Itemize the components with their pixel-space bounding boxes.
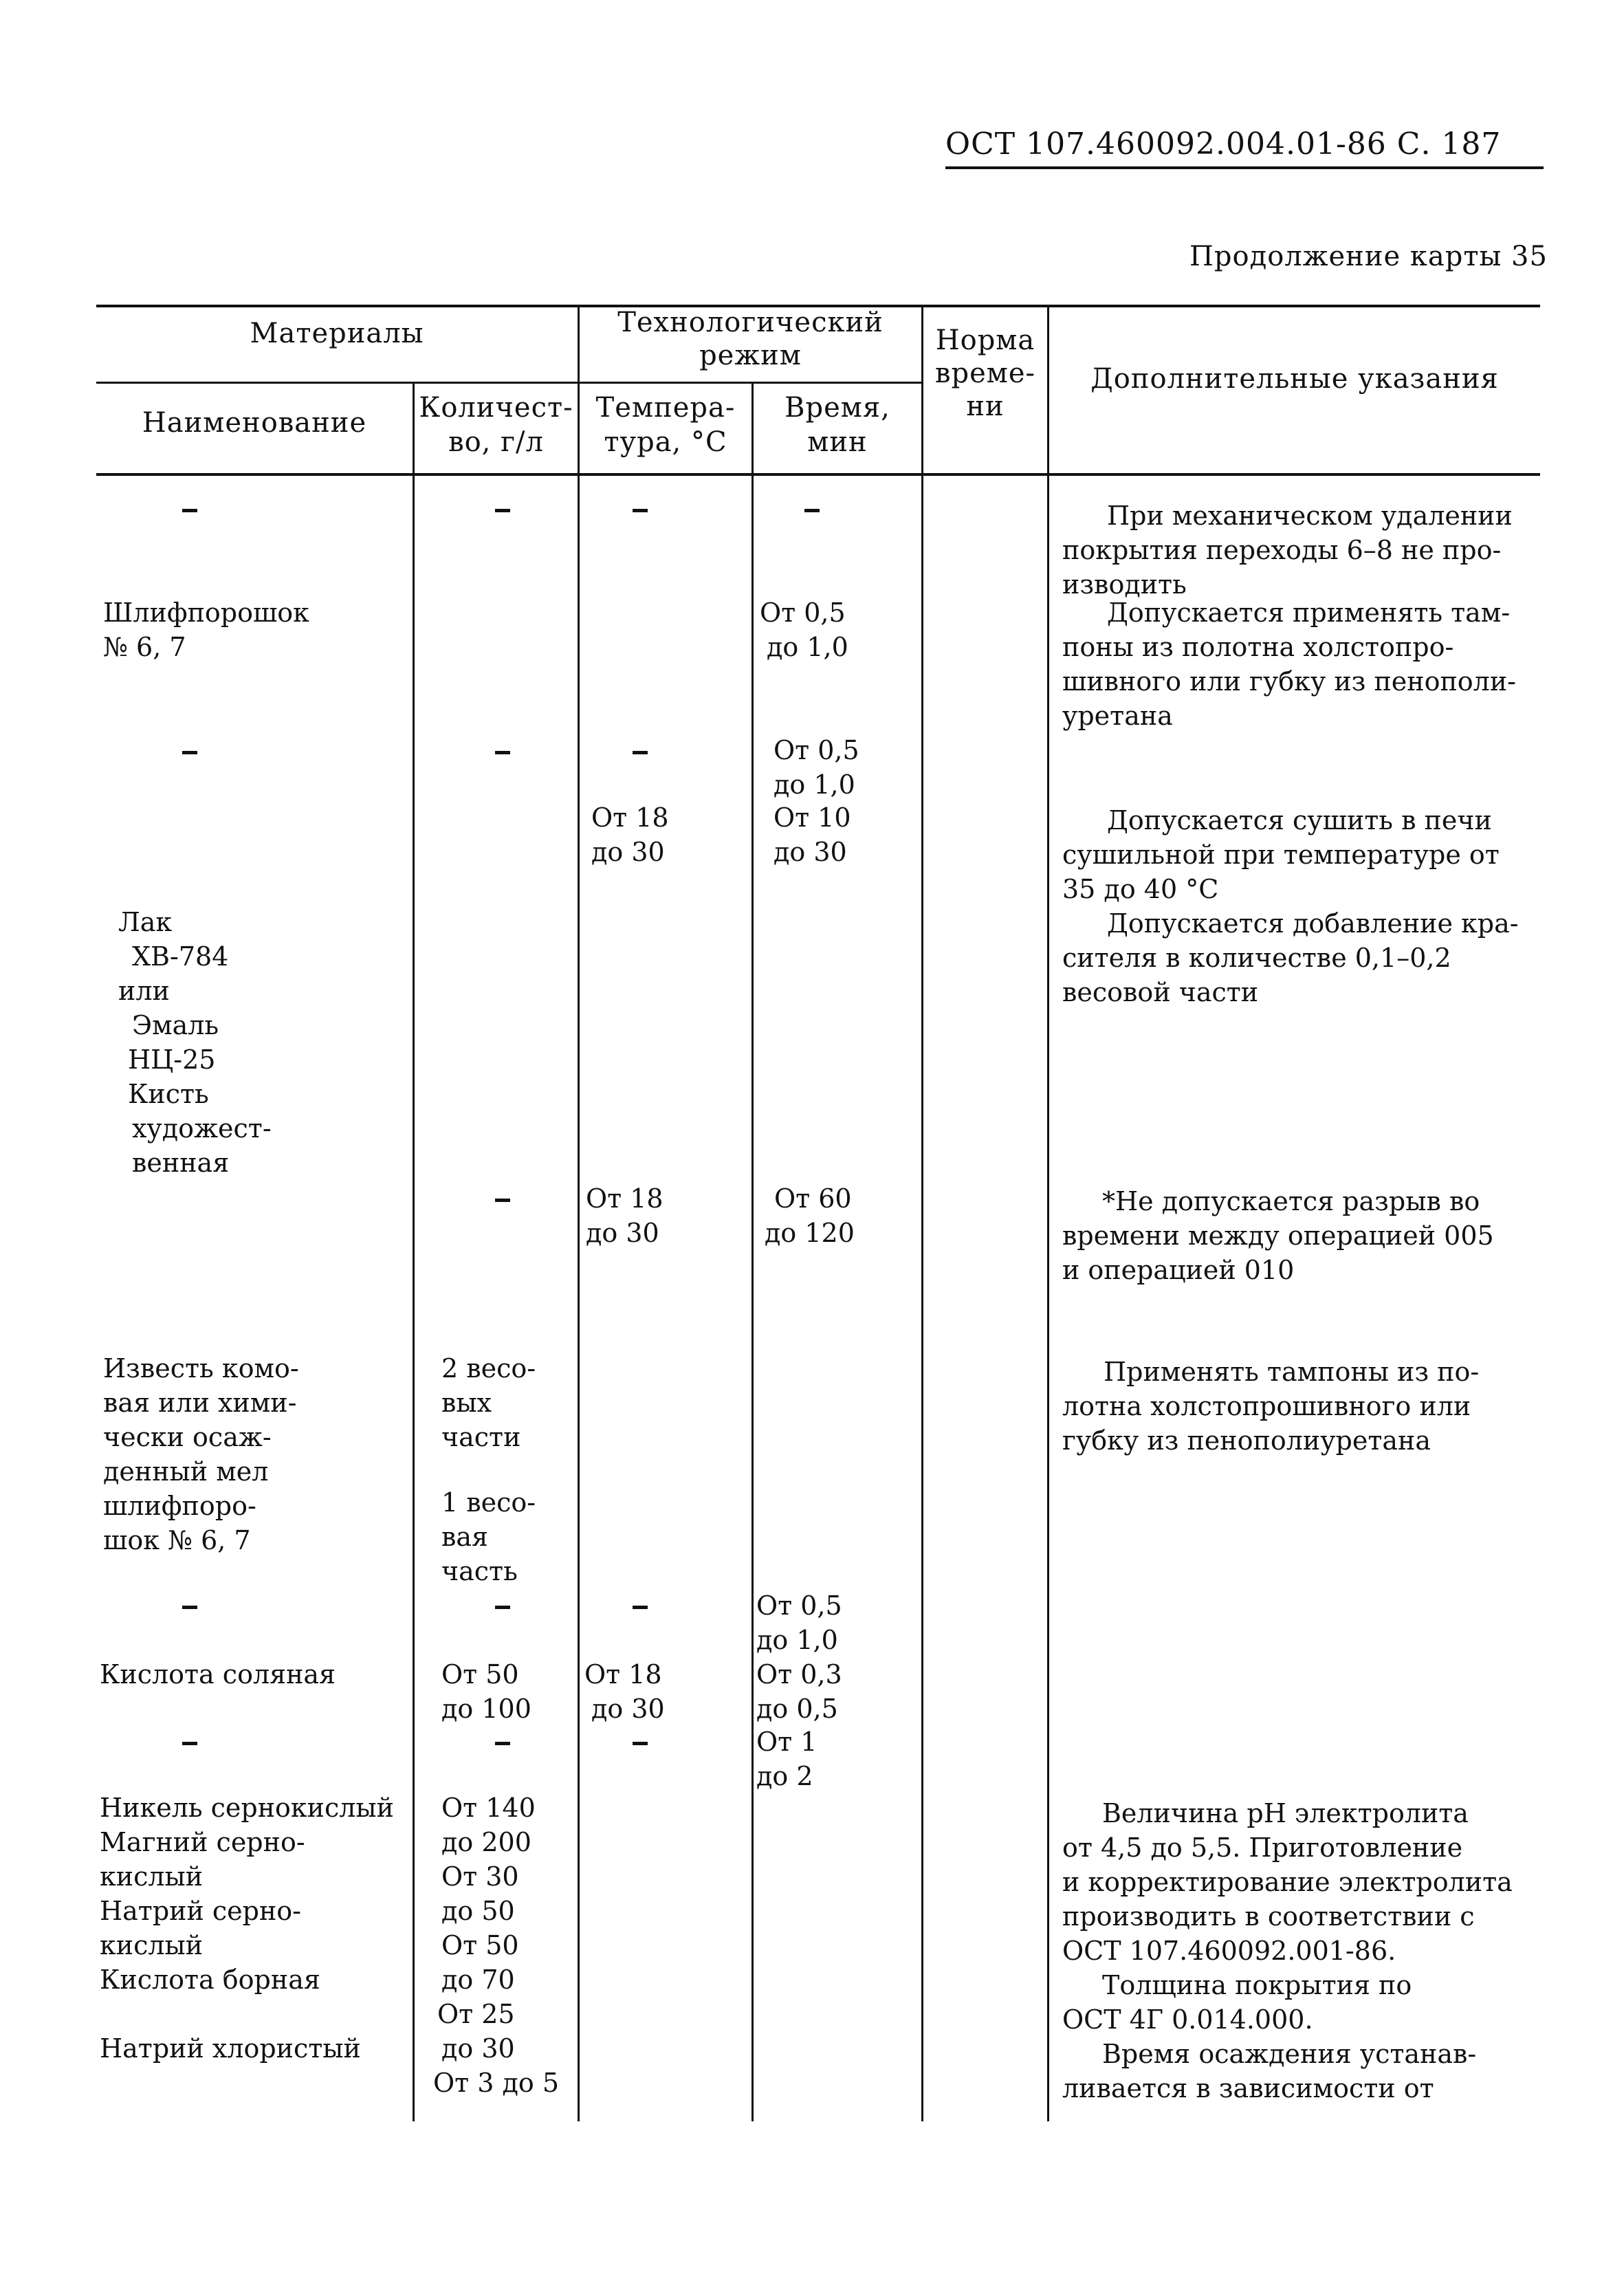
col-divider-qty: [413, 382, 415, 2121]
material-line: Кислота борная: [100, 1965, 320, 1995]
temp-row9: [584, 1657, 665, 1726]
material-line: кислый: [100, 1861, 204, 1892]
value-line: От 18: [591, 802, 669, 833]
material-line: Магний серно-: [100, 1827, 305, 1857]
material-line: № 6, 7: [103, 632, 186, 662]
material-line: шок № 6, 7: [103, 1525, 251, 1555]
value-line: От 50: [441, 1930, 519, 1960]
dash-mark: [804, 509, 820, 512]
dash-mark: [182, 1606, 197, 1609]
note-row4: [1062, 803, 1500, 906]
note-line: Допускается сушить в печи: [1107, 805, 1492, 835]
col-divider-norm: [921, 305, 923, 2121]
note-line: уретана: [1062, 701, 1173, 731]
note-line: ОСТ 107.460092.001-86.: [1062, 1936, 1396, 1966]
value-line: до 30: [591, 837, 665, 867]
note-line: 35 до 40 °С: [1062, 874, 1219, 904]
header-qty-line1: Количест-: [419, 392, 573, 424]
note-line: губку из пенополиуретана: [1062, 1425, 1431, 1456]
value-line: От 10: [773, 802, 851, 833]
value-line: до 1,0: [767, 632, 848, 662]
note-line: производить в соответствии с: [1062, 1901, 1475, 1932]
header-tech-mode-line1: Технологический: [617, 307, 884, 338]
note-line: *Не допускается разрыв во: [1102, 1186, 1480, 1216]
value-line: От 140: [441, 1793, 536, 1823]
note-line: изводить: [1062, 569, 1187, 600]
material-line: венная: [132, 1148, 230, 1178]
note-line: поны из полотна холстопро-: [1062, 632, 1454, 662]
material-line: или: [118, 976, 170, 1006]
header-notes: Дополнительные указания: [1090, 363, 1499, 395]
material-row7: [103, 1351, 299, 1557]
temp-row4: [591, 800, 669, 869]
material-line: Известь комо-: [103, 1353, 299, 1384]
document-code: ОСТ 107.460092.004.01-86 С. 187: [945, 127, 1502, 162]
header-materials: Материалы: [250, 318, 424, 349]
note-line: ливается в зависимости от: [1062, 2073, 1434, 2103]
header-temp-line1: Темпера-: [595, 392, 736, 424]
value-line: до 0,5: [756, 1694, 838, 1724]
material-line: Никель сернокислый: [100, 1793, 394, 1823]
material-line: Лак: [118, 907, 173, 937]
material-line: ХВ-784: [132, 941, 229, 972]
header-tech-mode-line2: режим: [699, 340, 802, 371]
note-line: от 4,5 до 5,5. Приготовление: [1062, 1833, 1463, 1863]
material-line: денный мел: [103, 1456, 269, 1487]
dash-mark: [633, 1742, 648, 1745]
dash-mark: [633, 1606, 648, 1609]
value-line: до 200: [441, 1827, 531, 1857]
value-line: до 120: [765, 1218, 855, 1248]
material-line: Эмаль: [132, 1010, 219, 1040]
material-line: Кисть: [128, 1079, 209, 1109]
value-line: От 0,3: [756, 1659, 842, 1690]
qty-row11: [433, 1791, 559, 2100]
header-norm-line1: Норма: [935, 325, 1035, 356]
note-line: При механическом удалении: [1107, 501, 1513, 531]
material-line: [100, 1997, 394, 2031]
value-line: От 30: [441, 1861, 519, 1892]
value-line: до 2: [756, 1761, 813, 1791]
time-row4: [773, 800, 851, 869]
value-line: до 1,0: [756, 1625, 838, 1655]
note-row7: [1062, 1355, 1479, 1458]
dash-mark: [495, 1742, 510, 1745]
header-time-line1: Время,: [784, 392, 890, 424]
note-row1: [1062, 499, 1513, 602]
value-line: до 30: [773, 837, 847, 867]
dash-mark: [182, 751, 197, 754]
value-line: От 60: [774, 1183, 852, 1214]
time-row2: [760, 595, 848, 664]
value-line: часть: [441, 1556, 518, 1586]
material-line: художест-: [132, 1113, 272, 1144]
value-line: 1 весо-: [441, 1487, 536, 1518]
value-line: От 0,5: [756, 1590, 842, 1621]
value-line: От 0,5: [760, 598, 846, 628]
time-row3: [773, 733, 859, 802]
dash-mark: [495, 1199, 510, 1202]
note-line: Время осаждения устанав-: [1102, 2039, 1477, 2069]
material-line: Натрий хлористый: [100, 2033, 361, 2064]
note-line: Применять тампоны из по-: [1104, 1357, 1480, 1387]
note-line: Допускается применять там-: [1107, 598, 1511, 628]
note-line: и операцией 010: [1062, 1255, 1295, 1285]
col-divider-time: [751, 382, 754, 2121]
note-line: шивного или губку из пенополи-: [1062, 666, 1516, 697]
value-line: до 30: [586, 1218, 659, 1248]
value-line: От 0,5: [773, 735, 859, 765]
material-line: Шлифпорошок: [103, 598, 309, 628]
note-row2: [1062, 595, 1516, 733]
qty-row9: [441, 1657, 531, 1726]
note-line: покрытия переходы 6–8 не про-: [1062, 535, 1502, 565]
note-line: и корректирование электролита: [1062, 1867, 1513, 1897]
note-line: ОСТ 4Г 0.014.000.: [1062, 2004, 1313, 2035]
note-line: лотна холстопрошивного или: [1062, 1391, 1471, 1421]
material-line: НЦ-25: [128, 1045, 216, 1075]
time-row6: [765, 1181, 855, 1250]
note-row11: [1062, 1796, 1513, 2106]
col-divider-notes: [1047, 305, 1049, 2121]
header-qty-line2: во, г/л: [448, 426, 544, 458]
value-line: до 100: [441, 1694, 531, 1724]
note-line: весовой части: [1062, 977, 1259, 1007]
dash-mark: [633, 509, 648, 512]
document-code-underline: [945, 166, 1544, 169]
header-sub-border: [96, 382, 921, 384]
value-line: до 70: [441, 1965, 515, 1995]
header-bottom-border: [96, 473, 1540, 476]
value-line: От 50: [441, 1659, 519, 1690]
value-line: до 1,0: [773, 769, 855, 800]
time-row9: [756, 1657, 842, 1726]
dash-mark: [182, 1742, 197, 1745]
value-line: части: [441, 1422, 521, 1452]
note-line: сителя в количестве 0,1–0,2: [1062, 943, 1451, 973]
dash-mark: [495, 509, 510, 512]
continuation-label: Продолжение карты 35: [1189, 241, 1548, 272]
qty-row7-a: [441, 1351, 536, 1454]
header-name: Наименование: [142, 407, 367, 439]
material-row2: [103, 595, 309, 664]
material-row11: [100, 1791, 394, 2066]
material-line: кислый: [100, 1930, 204, 1960]
value-line: От 3 до 5: [433, 2068, 560, 2098]
value-line: От 18: [586, 1183, 663, 1214]
material-line: вая или хими-: [103, 1388, 297, 1418]
value-line: до 50: [441, 1896, 515, 1926]
value-line: вых: [441, 1388, 492, 1418]
dash-mark: [633, 751, 648, 754]
note-line: Допускается добавление кра-: [1107, 908, 1519, 939]
header-time-line2: мин: [807, 426, 868, 458]
dash-mark: [495, 1606, 510, 1609]
value-line: вая: [441, 1522, 489, 1552]
material-row5: [118, 905, 272, 1180]
note-line: времени между операцией 005: [1062, 1221, 1494, 1251]
time-row10: [756, 1725, 817, 1793]
value-line: От 25: [437, 1999, 515, 2029]
header-norm-line3: ни: [966, 391, 1005, 422]
value-line: до 30: [591, 1694, 665, 1724]
dash-mark: [495, 751, 510, 754]
header-temp-line2: тура, °С: [604, 426, 727, 458]
note-row6: [1062, 1184, 1494, 1287]
note-line: Величина рН электролита: [1102, 1798, 1469, 1828]
note-row5: [1062, 906, 1519, 1009]
value-line: до 30: [441, 2033, 515, 2064]
note-line: сушильной при температуре от: [1062, 840, 1500, 870]
material-row9: Кислота соляная: [100, 1659, 336, 1690]
time-row8: [756, 1588, 842, 1657]
note-line: Толщина покрытия по: [1102, 1970, 1412, 2000]
material-line: шлифпоро-: [103, 1491, 256, 1521]
value-line: От 1: [756, 1727, 818, 1757]
material-line: Натрий серно-: [100, 1896, 302, 1926]
col-divider-temp: [578, 305, 580, 2121]
material-line: чески осаж-: [103, 1422, 272, 1452]
dash-mark: [182, 509, 197, 512]
qty-row7-b: [441, 1485, 536, 1588]
value-line: 2 весо-: [441, 1353, 536, 1384]
temp-row6: [586, 1181, 663, 1250]
header-norm-line2: време-: [934, 358, 1036, 389]
value-line: От 18: [584, 1659, 662, 1690]
